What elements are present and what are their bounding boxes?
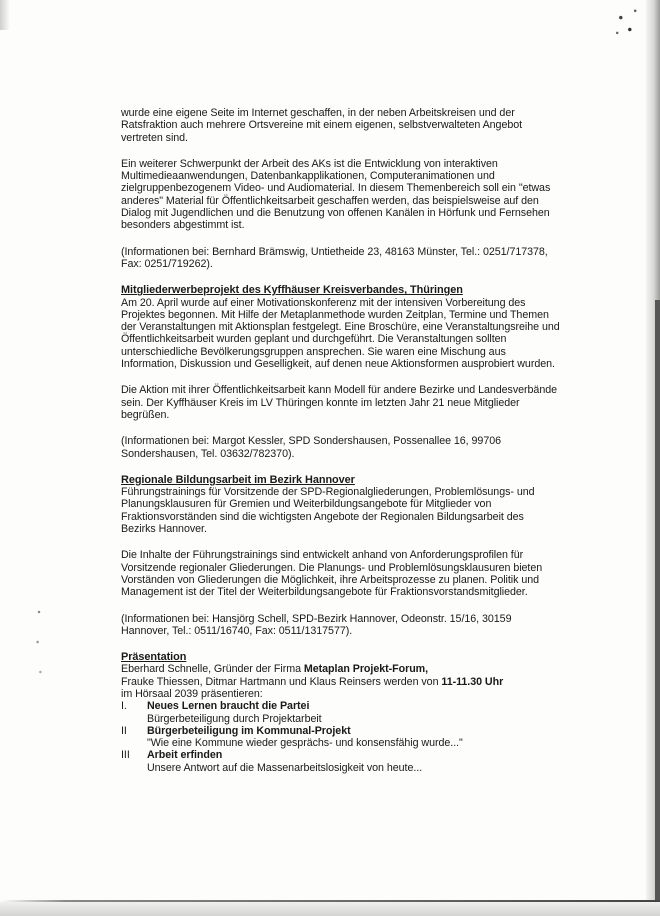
list-item-title: Neues Lernen braucht die Partei	[147, 700, 310, 713]
paragraph-modell: Die Aktion mit ihrer Öffentlichkeitsarbeit kann Modell für andere Bezirke und Landesverbände sein. Der Kyffhäuser Kreis im LV Thüringen konnte im letzten Jahr 21 neue Mitglieder begrüßen.	[121, 384, 558, 421]
list-item-subtitle: Bürgerbeteiligung durch Projektarbeit	[147, 712, 322, 725]
list-item-title: Bürgerbeteiligung im Kommunal-Projekt	[147, 724, 351, 737]
paragraph-contact-kessler: (Informationen bei: Margot Kessler, SPD Sondershausen, Possenallee 16, 99706 Sondershausen, Tel. 03632/782370).	[121, 435, 501, 460]
scan-shadow-top-left	[0, 0, 10, 30]
list-number: III	[121, 749, 130, 762]
section-heading-hannover: Regionale Bildungsarbeit im Bezirk Hannover	[121, 473, 355, 486]
list-number: II	[121, 724, 127, 737]
scan-speckle-left	[32, 600, 46, 720]
section-heading-praesentation: Präsentation	[121, 651, 187, 664]
list-item	[121, 725, 561, 750]
paragraph-inhalte: Die Inhalte der Führungstrainings sind entwickelt anhand von Anforderungsprofilen für Vorsitzende regionaler Gliederungen. Die Planungs- und Problemlösungsklausuren bieten Vorständen von Gliederungen die Möglichkeit, ihre Arbeitsprozesse zu planen. Politik und Management ist der Titel der Weiterbildungsangebote für Fraktionsvorstandsmitglieder.	[121, 549, 543, 599]
list-item-subtitle: "Wie eine Kommune wieder gesprächs- und konsensfähig wurde..."	[147, 737, 463, 750]
scan-shadow-bottom	[0, 902, 660, 916]
list-number: I.	[121, 700, 127, 713]
presentation-time: 11-11.30 Uhr	[441, 675, 504, 688]
paragraph-contact-braemswig: (Informationen bei: Bernhard Brämswig, Untietheide 23, 48163 Münster, Tel.: 0251/717378, Fax: 0251/719262).	[121, 245, 548, 270]
presentation-line: im Hörsaal 2039 präsentieren:	[121, 687, 263, 700]
scan-edge-right-dark	[655, 300, 660, 916]
list-item-title: Arbeit erfinden	[147, 749, 223, 762]
presentation-intro	[121, 663, 561, 700]
scan-speckle	[610, 4, 646, 38]
paragraph-contact-schell: (Informationen bei: Hansjörg Schell, SPD-Bezirk Hannover, Odeonstr. 15/16, 30159 Hannover, Tel.: 0511/16740, Fax: 0511/1317577).	[121, 612, 512, 637]
paragraph-motivationskonferenz: Am 20. April wurde auf einer Motivationskonferenz mit der intensiven Vorbereitung des Projektes begonnen. Mit Hilfe der Metaplanmethode wurden Zeitplan, Termine und Themen der Veranstaltungen mit Aktionsplan festgelegt. Eine Broschüre, eine Veranstaltungsreihe und Öffentlichkeitsarbeit wurden geplant und durchgeführt. Die Veranstaltungen sollten unterschiedliche Bevölkerungsgruppen ansprechen. Sie waren eine Mischung aus Information, Diskussion und Geselligkeit, auf denen neue Aktionsformen ausprobiert wurden.	[121, 296, 560, 371]
list-item	[121, 700, 561, 725]
presenter-text: Eberhard Schnelle, Gründer der Firma	[121, 663, 304, 676]
paragraph-multimedia: Ein weiterer Schwerpunkt der Arbeit des AKs ist die Entwicklung von interaktiven Multimedieaanwendungen, Datenbankapplikationen, Computeranimationen und zielgruppenbezogenem Video- und Audiomaterial. In diesem Themenbereich soll ein "etwas anderes" Material für Öffentlichkeitsarbeit geschaffen werden, das beispielsweise auf den Dialog mit Jugendlichen und die Benutzung von offenen Kanälen in Hörfunk und Fernsehen besonders abgestimmt ist.	[121, 157, 551, 232]
presentation-list	[121, 700, 561, 774]
section-heading-kyffhaeuser: Mitgliederwerbeprojekt des Kyffhäuser Kreisverbandes, Thüringen	[121, 284, 463, 297]
company-name: Metaplan Projekt-Forum,	[303, 663, 429, 676]
document-body	[121, 107, 561, 774]
presentation-line	[121, 676, 561, 688]
presentation-line	[121, 663, 561, 675]
list-item-subtitle: Unsere Antwort auf die Massenarbeitslosigkeit von heute...	[147, 761, 423, 774]
presenter-text: Frauke Thiessen, Ditmar Hartmann und Klaus Reinsers werden von	[121, 675, 442, 688]
list-item	[121, 749, 561, 774]
paragraph-internet: wurde eine eigene Seite im Internet geschaffen, in der neben Arbeitskreisen und der Ratsfraktion auch mehrere Ortsvereine mit einem eigenen, selbstverwalteten Angebot vertreten sind.	[121, 107, 523, 144]
paragraph-fuehrungstrainings: Führungstrainings für Vorsitzende der SPD-Regionalgliederungen, Problemlösungs- und Planungsklausuren für Gremien und Weiterbildungsangebote für Mitglieder von Fraktionsvorständen sind die wichtigsten Angebote der Regionalen Bildungsarbeit des Bezirks Hannover.	[121, 486, 535, 536]
